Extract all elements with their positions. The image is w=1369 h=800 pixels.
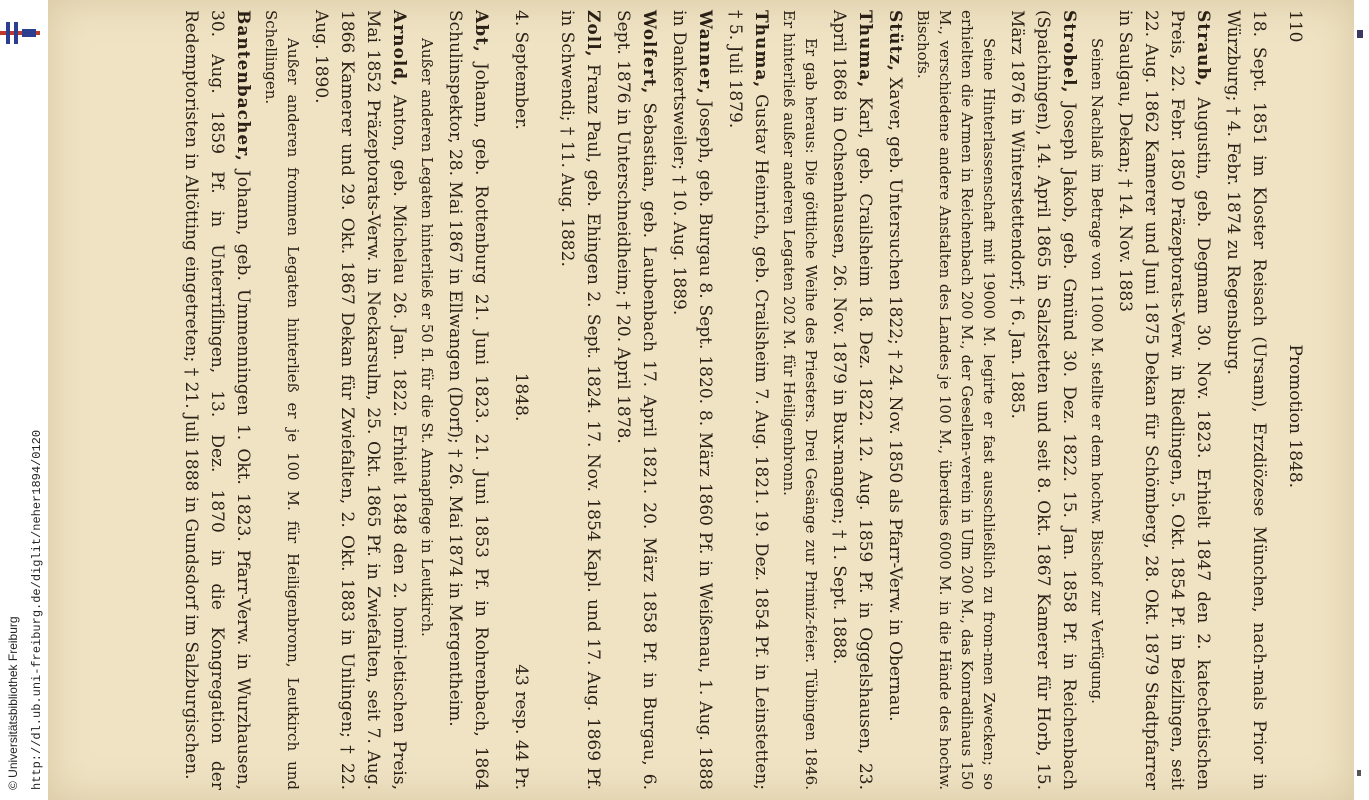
entry-paragraph [610, 10, 662, 790]
entry-name: Wolfert, [639, 10, 659, 95]
entry-text: Außer anderen frommen Legaten hinterließ er je 100 M. für Heiligenbronn, Leutkirch und Schellingen. [262, 10, 302, 790]
entry-paragraph [666, 10, 718, 790]
entry-paragraph [554, 10, 606, 790]
corner-marker-icon [1357, 30, 1363, 38]
entry-paragraph [912, 10, 1000, 790]
entry-text: Sebastian, geb. Laubenbach 17. April 1821. 20. März 1858 Pf. in Burgau, 6. Sept. 1876 in Unterschneidheim; † 20. April 1878. [613, 10, 659, 790]
section-heading [508, 10, 534, 790]
entry-name: Bantenbacher, [233, 10, 253, 162]
entry-name: Thuma, [855, 10, 875, 89]
source-url[interactable]: http://dl.ub.uni-freiburg.de/diglit/neher1894/0120 [30, 429, 44, 790]
section-count: 43 resp. 44 Pr. [511, 664, 531, 790]
entry-paragraph [722, 10, 774, 790]
entry-paragraph [260, 10, 304, 790]
entry-paragraph [1086, 10, 1108, 790]
section-year: 1848. [511, 372, 531, 422]
entries-list [554, 10, 1272, 790]
entry-name: Arnold, [389, 10, 409, 88]
university-logo-icon [0, 18, 40, 48]
viewer-left-strip [0, 0, 48, 800]
text-column [78, 10, 1308, 790]
entry-text: Seine Hinterlassenschaft mit 19000 M. legirte er fast ausschließlich zu from-men Zwecken; so erhielten die Armen in Reichenbach 200 M., der Gesellen-verein in Ulm 200 M., das Konradihaus 150 M., verschiedene andere Anstalten des Landes je 100 M., überdies 6000 M. in die Hände des hochw. Bischofs. [914, 10, 998, 790]
entry-paragraph [1112, 10, 1216, 790]
entry-text: Johann, geb. Ummenningen 1. Okt. 1823. Pfarr-Verw. in Wurzhausen, 30. Aug. 1859 Pf. in Unterriflingen, 13. Dez. 1870 in die Kongregation der Redemptoristen in Altötting eingetreten; † 21. Juli 1888 in Gundsdorf im Salzburgischen. [181, 10, 253, 790]
viewer-right-strip [1354, 0, 1369, 800]
entry-paragraph [1004, 10, 1082, 790]
entry-paragraph [882, 10, 908, 790]
entry-text: Gustav Heinrich, geb. Crailsheim 7. Aug. 1821. 19. Dez. 1854 Pf. in Leinstetten; † 5. Juli 1879. [725, 10, 771, 790]
entry-text: Augustin, geb. Degmam 30. Nov. 1823. Erhielt 1847 den 2. katechetischen Preis, 22. Febr. 1850 Präzeptorats-Verw. in Riedlingen, 5. Okt. 1854 Pf. in Beizlingen, seit 22. Aug. 1862 Kamerer und Juni 1875 Dekan für Schömberg, 28. Okt. 1879 Stadtpfarrer in Saulgau, Dekan; † 14. Nov. 1883 [1115, 10, 1213, 790]
entry-text: Johann, geb. Rottenburg 21. Juni 1823. 21. Juni 1853 Pf. in Rohrenbach, 1864 Schulinspektor, 28. Mai 1867 in Ellwangen (Dorf); † 26. Mai 1874 in Mergentheim. [445, 10, 491, 791]
entry-paragraph [442, 10, 494, 790]
entry-text: Außer anderen Legaten hinterließ er 50 fl. für die St. Annapflege in Leutkirch. [418, 38, 436, 637]
entry-paragraph [416, 10, 438, 790]
section-date: 4. September. [511, 10, 531, 130]
entry-text: 18. Sept. 1851 im Kloster Reisach (Ursam), Erzdiözese München, nach-mals Prior in Würzburg; † 4. Febr. 1874 zu Regensburg. [1223, 10, 1269, 790]
entry-paragraph [826, 10, 878, 790]
entry-paragraph [178, 10, 256, 790]
corner-marker-icon [1357, 770, 1361, 776]
entries-list-2 [178, 10, 494, 790]
entry-text: Joseph, geb. Burgau 8. Sept. 1820. 8. März 1860 Pf. in Weißenau, 1. Aug. 1888 in Dankertsweiler; † 10. Aug. 1889. [669, 10, 715, 791]
scanned-page [48, 0, 1354, 800]
running-head: Promotion 1848. [1285, 344, 1305, 489]
entry-text: Anton, geb. Michelau 26. Jan. 1822. Erhielt 1848 den 2. homi-letischen Preis, Mai 1852 Präzeptorats-Verw. in Neckarsulm, 25. Okt. 1865 Pf. in Zwiefalten, seit 7. Aug. 1866 Kamerer und 29. Okt. 1867 Dekan für Zwiefalten, 2. Okt. 1883 in Unlingen; † 22. Aug. 1890. [311, 10, 409, 790]
entry-paragraph [308, 10, 412, 790]
page-number: 110 [1285, 10, 1305, 43]
entry-name: Abt, [471, 10, 491, 53]
entry-name: Zoll, [583, 10, 603, 58]
entry-name: Thuma, [751, 10, 771, 89]
entry-text: Xaver, geb. Untersuchen 1822; † 24. Nov. 1850 als Pfarr-Verw. in Obernau. [885, 77, 905, 722]
entry-name: Strobel, [1059, 10, 1079, 94]
entry-text: Franz Paul, geb. Ehingen 2. Sept. 1824. 17. Nov. 1854 Kapl. und 17. Aug. 1869 Pf. in Schwendi; † 11. Aug. 1882. [557, 10, 603, 790]
entry-paragraph [1220, 10, 1272, 790]
entry-paragraph [778, 10, 822, 790]
entry-text: Er gab heraus: Die göttliche Weihe des Priesters. Drei Gesänge zur Primiz-feier. Tübingen 1846. Er hinterließ außer anderen Legaten 202 M. für Heiligenbronn. [780, 10, 820, 790]
entry-text: Joseph Jakob, geb. Gmünd 30. Dez. 1822. 15. Jan. 1858 Pf. in Reichenbach (Spaichingen), 14. April 1865 in Salzstetten und seit 8. Okt. 1867 Kamerer für Horb, 15. März 1876 in Winterstettendorf; † 6. Jan. 1885. [1007, 10, 1079, 790]
page-header [1282, 10, 1308, 790]
entry-name: Straub, [1193, 10, 1213, 88]
page-content [48, 10, 1308, 800]
entry-name: Stütz, [885, 10, 905, 72]
entry-text: Karl, geb. Crailsheim 18. Dez. 1822. 12. Aug. 1859 Pf. in Oggelshausen, 23. April 1868 in Ochsenhausen, 26. Nov. 1879 in Bux-mangen; † 1. Sept. 1888. [829, 10, 875, 791]
entry-text: Seinen Nachlaß im Betrage von 11000 M. stellte er dem hochw. Bischof zur Verfügung. [1088, 38, 1106, 704]
entry-name: Wanner, [695, 10, 715, 95]
copyright-notice: © Universitätsbibliothek Freiburg [6, 616, 20, 790]
